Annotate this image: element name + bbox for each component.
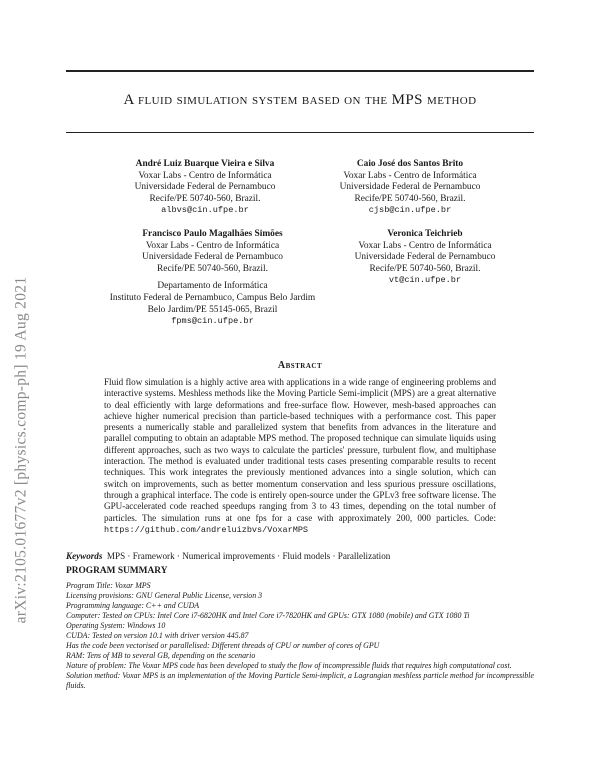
author-affiliation-secondary: Departamento de Informática	[157, 281, 268, 292]
title-rule-bottom	[66, 132, 534, 133]
program-summary	[66, 581, 534, 691]
author-address: Recife/PE 50740-560, Brazil.	[354, 193, 466, 204]
summary-line: Operating System: Windows 10	[66, 621, 166, 630]
summary-line: RAM: Tens of MB to several GB, depending on the scenario	[66, 651, 256, 660]
arxiv-identifier-text: arXiv:2105.01677v2 [physics.comp-ph] 19 Aug 2021	[12, 276, 30, 624]
author-address: Recife/PE 50740-560, Brazil.	[157, 263, 268, 274]
keywords-line	[66, 551, 534, 561]
author-affiliation: Voxar Labs - Centro de Informática	[138, 170, 272, 181]
abstract-heading: Abstract	[277, 360, 323, 371]
author-affiliation: Universidade Federal de Pernambuco	[339, 182, 481, 193]
author-email[interactable]: cjsb@cin.ufpe.br	[368, 205, 452, 216]
author-affiliation: Universidade Federal de Pernambuco	[134, 182, 276, 193]
author-name: Francisco Paulo Magalhães Simões	[142, 229, 283, 239]
abstract-text: Fluid flow simulation is a highly active area with applications in a wide range of engineering problems and interactive systems. Meshless methods like the Moving Particle Semi-implicit (MPS) are a great alternative to deal efficiently with large deformations and free-surface flow. However, mesh-based approaches can achieve higher numerical precision than particle-based techniques with a performance cost. This paper presents a numerically stable and parallelized system that benefits from advances in the literature and parallel computing to obtain an adaptable MPS method. The proposed technique can simulate liquids using different approaches, such as two ways to calculate the particles' pressure, turbulent flow, and multiphase interaction. The method is evaluated under traditional tests cases presenting comparable results to recent techniques. This work integrates the previously mentioned advances into a single solution, which can switch on improvements, such as better momentum conservation and less spurious pressure oscillations, through a graphical interface. The code is entirely open-source under the GPLv3 free software license. The GPU-accelerated code reached speedups ranging from 3 to 43 times, depending on the total number of particles. The simulation runs at one fps for a case with approximately 200, 000 particles. Code:	[104, 377, 496, 523]
summary-line: CUDA: Tested on version 10.1 with driver version 445.87	[66, 631, 249, 640]
author-email[interactable]: vt@cin.ufpe.br	[388, 275, 462, 286]
program-summary-heading: PROGRAM SUMMARY	[66, 566, 168, 576]
summary-line: Solution method: Voxar MPS is an implementation of the Moving Particle Semi-implicit, a Lagrangian meshless particle method for incompressible fluids.	[66, 671, 534, 690]
summary-line: Programming language: C++ and CUDA	[66, 601, 200, 610]
summary-line: Computer: Tested on CPUs: Intel Core i7-6820HK and Intel Core i7-7820HK and GPUs: GTX 1080 (mobile) and GTX 1080 Ti	[66, 611, 470, 620]
author-address-secondary: Belo Jardim/PE 55145-065, Brazil	[147, 304, 278, 315]
author-affiliation: Voxar Labs - Centro de Informática	[145, 240, 280, 251]
keywords-label: Keywords	[66, 551, 103, 561]
author-affiliation: Universidade Federal de Pernambuco	[142, 252, 283, 263]
paper-title: A fluid simulation system based on the MPS method	[123, 92, 477, 108]
author-address: Recife/PE 50740-560, Brazil.	[369, 263, 481, 274]
summary-line: Has the code been vectorised or parallelised: Different threads of CPU or number of cores of GPU	[66, 641, 380, 650]
author-name: André Luiz Buarque Vieira e Silva	[135, 159, 275, 169]
author-affiliation-secondary: Instituto Federal de Pernambuco, Campus Belo Jardim	[109, 292, 316, 303]
author-name: Caio José dos Santos Brito	[356, 159, 464, 169]
author-name: Veronica Teichrieb	[387, 229, 463, 239]
code-link[interactable]: https://github.com/andreluizbvs/VoxarMPS	[104, 524, 309, 535]
author-address: Recife/PE 50740-560, Brazil.	[149, 193, 261, 204]
author-block-1	[105, 159, 305, 217]
author-block-4	[335, 229, 515, 287]
author-block-3	[95, 229, 330, 328]
author-block-2	[320, 159, 500, 217]
author-affiliation: Voxar Labs - Centro de Informática	[358, 240, 492, 251]
author-affiliation: Universidade Federal de Pernambuco	[354, 252, 496, 263]
author-email[interactable]: fpms@cin.ufpe.br	[171, 316, 254, 327]
summary-line: Nature of problem: The Voxar MPS code has been developed to study the flow of incompressible fluids that requires high computational cost.	[66, 661, 512, 670]
title-rule-top	[66, 70, 534, 72]
summary-line: Licensing provisions: GNU General Public License, version 3	[66, 591, 263, 600]
author-email[interactable]: albvs@cin.ufpe.br	[161, 205, 249, 216]
author-affiliation: Voxar Labs - Centro de Informática	[343, 170, 477, 181]
summary-line: Program Title: Voxar MPS	[66, 581, 151, 590]
keywords-text: MPS · Framework · Numerical improvements · Fluid models · Parallelization	[106, 551, 391, 561]
abstract-body	[104, 377, 496, 536]
arxiv-identifier	[10, 190, 32, 710]
